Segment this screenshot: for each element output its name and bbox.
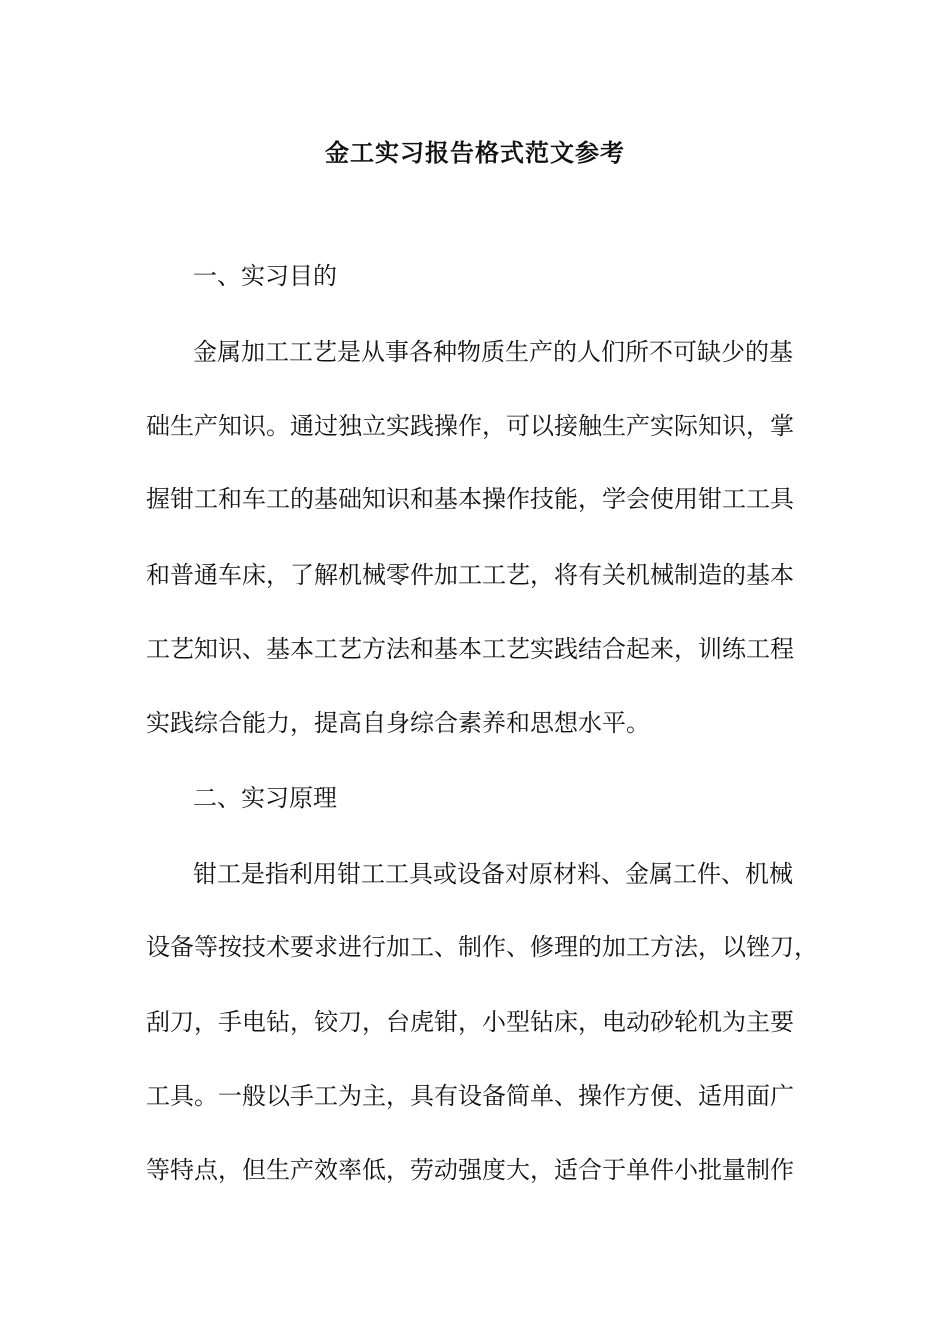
paragraph-line: 实践综合能力，提高自身综合素养和思想水平。 [146,709,650,737]
paragraph-line: 工具。一般以手工为主，具有设备简单、操作方便、适用面广 [146,1082,794,1110]
paragraph-line: 设备等按技术要求进行加工、制作、修理的加工方法，以锉刀， [146,933,818,961]
paragraph-line: 工艺知识、基本工艺方法和基本工艺实践结合起来，训练工程 [146,635,794,663]
paragraph-line: 刮刀，手电钻，铰刀，台虎钳，小型钻床，电动砂轮机为主要 [146,1008,794,1036]
paragraph-line: 础生产知识。通过独立实践操作，可以接触生产实际知识，掌 [146,412,794,440]
paragraph-line: 金属加工工艺是从事各种物质生产的人们所不可缺少的基 [193,338,793,366]
paragraph-line: 钳工是指利用钳工工具或设备对原材料、金属工件、机械 [193,860,793,888]
paragraph-line: 和普通车床，了解机械零件加工工艺，将有关机械制造的基本 [146,561,794,589]
paragraph-line: 握钳工和车工的基础知识和基本操作技能，学会使用钳工工具 [146,485,794,513]
document-title: 金工实习报告格式范文参考 [325,138,625,167]
section-heading-purpose: 一、实习目的 [193,262,337,290]
paragraph-line: 等特点，但生产效率低，劳动强度大，适合于单件小批量制作 [146,1156,794,1184]
section-heading-principle: 二、实习原理 [193,784,337,812]
